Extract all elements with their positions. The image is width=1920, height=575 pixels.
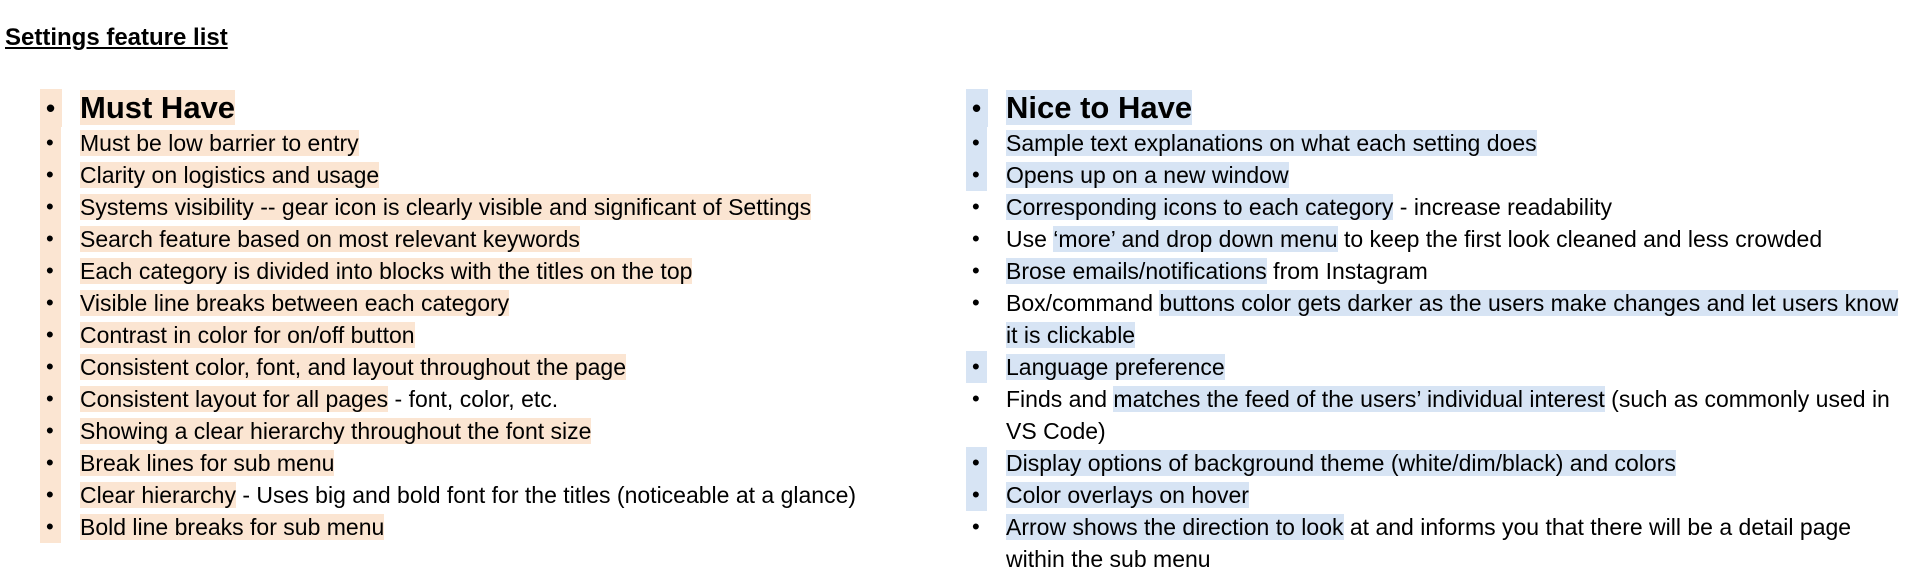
bullet-icon: • (40, 255, 61, 287)
item-text: (such as commonly used in VS Code) (1006, 386, 1890, 444)
item-text: at and informs you that there will be a detail page within the sub menu (1006, 514, 1852, 572)
bullet-icon: • (40, 191, 61, 223)
bullet-icon: • (40, 159, 61, 191)
must-have-item (40, 223, 920, 255)
bullet-icon: • (972, 226, 980, 251)
bullet-icon: • (972, 514, 980, 539)
must-have-item (40, 191, 920, 223)
must-have-column (40, 89, 920, 543)
bullet-icon: • (40, 89, 62, 127)
item-highlight-text: Clarity on logistics and usage (80, 162, 380, 188)
nice-to-have-column (966, 89, 1916, 575)
item-highlight-text: Contrast in color for on/off button (80, 322, 415, 348)
bullet-icon: • (40, 223, 61, 255)
nice-to-have-item (966, 351, 1916, 383)
bullet-icon: • (966, 127, 987, 159)
must-have-item (40, 415, 920, 447)
item-highlight-text: buttons color gets darker as the users make changes and let users know it is clickable (1006, 290, 1899, 348)
nice-to-have-list (966, 89, 1916, 575)
nice-to-have-item (966, 255, 1916, 287)
must-have-list (40, 89, 920, 543)
item-text: - increase readability (1393, 194, 1613, 220)
item-highlight-text: Consistent layout for all pages (80, 386, 389, 412)
bullet-icon: • (40, 319, 61, 351)
must-have-item (40, 447, 920, 479)
bullet-icon: • (40, 415, 61, 447)
must-have-heading (40, 89, 920, 127)
bullet-icon: • (966, 89, 988, 127)
bullet-icon: • (40, 511, 61, 543)
item-highlight-text: Language preference (1006, 354, 1225, 380)
bullet-icon: • (966, 351, 987, 383)
must-have-item (40, 127, 920, 159)
bullet-icon: • (40, 127, 61, 159)
item-highlight-text: Color overlays on hover (1006, 482, 1249, 508)
bullet-icon: • (966, 447, 987, 479)
item-highlight-text: Systems visibility -- gear icon is clearly visible and significant of Settings (80, 194, 812, 220)
item-text: Use (1006, 226, 1054, 252)
bullet-icon: • (972, 194, 980, 219)
nice-to-have-item (966, 511, 1916, 575)
bullet-icon: • (972, 258, 980, 283)
item-highlight-text: Corresponding icons to each category (1006, 194, 1394, 220)
must-have-item (40, 255, 920, 287)
item-highlight-text: matches the feed of the users’ individual interest (1113, 386, 1605, 412)
item-highlight-text: Break lines for sub menu (80, 450, 335, 476)
item-text: Box/command (1006, 290, 1160, 316)
nice-to-have-item (966, 159, 1916, 191)
must-have-item (40, 383, 920, 415)
bullet-icon: • (966, 479, 987, 511)
nice-to-have-item (966, 287, 1916, 351)
must-have-item (40, 511, 920, 543)
must-have-item (40, 351, 920, 383)
item-text: - Uses big and bold font for the titles (noticeable at a glance) (235, 482, 857, 508)
item-text: from Instagram (1266, 258, 1428, 284)
nice-to-have-item (966, 479, 1916, 511)
item-highlight-text: Bold line breaks for sub menu (80, 514, 385, 540)
item-highlight-text: Consistent color, font, and layout throughout the page (80, 354, 626, 380)
nice-to-have-item (966, 127, 1916, 159)
nice-to-have-heading (966, 89, 1916, 127)
item-highlight-text: Each category is divided into blocks with the titles on the top (80, 258, 693, 284)
must-have-item (40, 479, 920, 511)
nice-to-have-item (966, 447, 1916, 479)
bullet-icon: • (40, 287, 61, 319)
bullet-icon: • (972, 386, 980, 411)
must-have-item (40, 159, 920, 191)
nice-to-have-item (966, 223, 1916, 255)
nice-to-have-heading-text: Nice to Have (1006, 90, 1193, 125)
nice-to-have-item (966, 191, 1916, 223)
item-highlight-text: Showing a clear hierarchy throughout the font size (80, 418, 592, 444)
must-have-item (40, 319, 920, 351)
item-highlight-text: Brose emails/notifications (1006, 258, 1267, 284)
item-highlight-text: Sample text explanations on what each setting does (1006, 130, 1537, 156)
bullet-icon: • (40, 479, 61, 511)
item-text: - font, color, etc. (388, 386, 559, 412)
item-highlight-text: Display options of background theme (white/dim/black) and colors (1006, 450, 1676, 476)
bullet-icon: • (40, 351, 61, 383)
must-have-heading-text: Must Have (80, 90, 236, 125)
item-highlight-text: Search feature based on most relevant keywords (80, 226, 580, 252)
nice-to-have-item (966, 383, 1916, 447)
item-highlight-text: Clear hierarchy (80, 482, 236, 508)
bullet-icon: • (972, 290, 980, 315)
bullet-icon: • (966, 159, 987, 191)
must-have-item (40, 287, 920, 319)
document-title: Settings feature list (5, 24, 228, 51)
bullet-icon: • (40, 383, 61, 415)
item-highlight-text: Must be low barrier to entry (80, 130, 359, 156)
item-highlight-text: Opens up on a new window (1006, 162, 1289, 188)
bullet-icon: • (40, 447, 61, 479)
item-text: to keep the first look cleaned and less crowded (1337, 226, 1823, 252)
item-highlight-text: Arrow shows the direction to look (1006, 514, 1344, 540)
item-highlight-text: Visible line breaks between each category (80, 290, 510, 316)
item-text: Finds and (1006, 386, 1114, 412)
item-highlight-text: ‘more’ and drop down menu (1053, 226, 1338, 252)
